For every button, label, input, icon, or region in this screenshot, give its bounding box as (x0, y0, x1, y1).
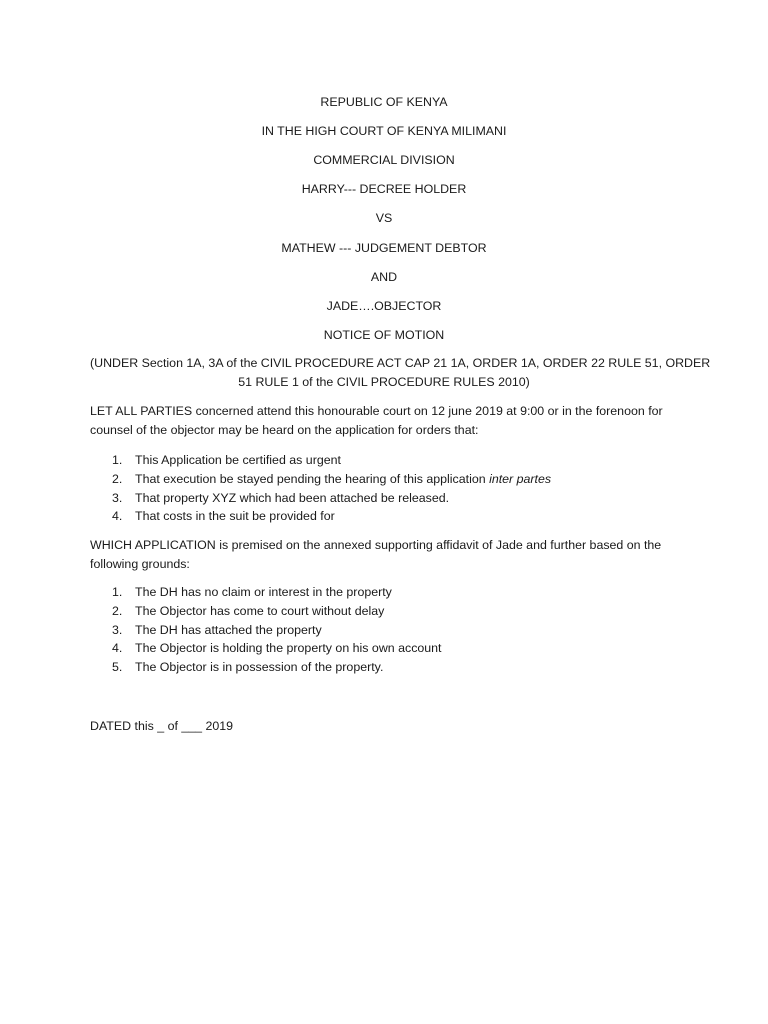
list-text: This Application be certified as urgent (135, 453, 341, 467)
statutory-basis (90, 354, 711, 392)
list-item (90, 470, 680, 489)
list-number: 5. (112, 660, 123, 675)
statutory-basis-line-1: (UNDER Section 1A, 3A of the CIVIL PROCEDURE ACT CAP 21 1A, ORDER 1A, ORDER 22 RULE 51, ORDER (90, 356, 711, 370)
premise-paragraph (90, 536, 680, 574)
decree-holder-line: HARRY--- DECREE HOLDER (301, 182, 467, 196)
list-text: The DH has no claim or interest in the property (135, 585, 392, 599)
list-item (90, 602, 680, 621)
list-text: That property XYZ which had been attached be released. (135, 490, 450, 505)
list-item (90, 583, 680, 602)
list-text: The Objector is holding the property on his own account (135, 641, 442, 656)
intro-paragraph (90, 402, 680, 440)
list-number: 1. (112, 453, 123, 467)
division-heading: COMMERCIAL DIVISION (313, 153, 455, 167)
republic-heading: REPUBLIC OF KENYA (320, 95, 448, 109)
court-heading: IN THE HIGH COURT OF KENYA MILIMANI (261, 124, 507, 138)
intro-line-2: counsel of the objector may be heard on the application for orders that: (90, 423, 479, 437)
list-number: 3. (112, 622, 123, 637)
list-text: The Objector is in possession of the property. (135, 660, 384, 675)
list-text: The DH has attached the property (135, 622, 322, 637)
list-item (90, 507, 680, 526)
statutory-basis-line-2: 51 RULE 1 of the CIVIL PROCEDURE RULES 2010) (238, 375, 530, 389)
italic-term: inter partes (489, 471, 552, 486)
versus-line: VS (375, 211, 393, 225)
list-text: The Objector has come to court without delay (135, 603, 385, 618)
list-number: 1. (112, 585, 123, 599)
judgement-debtor-line: MATHEW --- JUDGEMENT DEBTOR (281, 241, 487, 255)
objector-line: JADE….OBJECTOR (326, 299, 442, 313)
list-number: 3. (112, 490, 123, 505)
intro-line-1: LET ALL PARTIES concerned attend this honourable court on 12 june 2019 at 9:00 or in the forenoon for (90, 404, 663, 418)
document-title: NOTICE OF MOTION (323, 328, 445, 342)
list-number: 4. (112, 641, 123, 656)
dated-line: DATED this _ of ___ 2019 (90, 719, 234, 733)
list-number: 2. (112, 471, 123, 486)
list-item (90, 451, 680, 470)
list-item (90, 489, 680, 508)
list-text: That execution be stayed pending the hearing of this application inter partes (135, 471, 552, 486)
grounds-list (90, 583, 680, 677)
orders-list (90, 451, 680, 526)
and-line: AND (370, 270, 398, 284)
list-item (90, 621, 680, 640)
list-item (90, 658, 680, 677)
list-number: 4. (112, 509, 123, 524)
list-text: That costs in the suit be provided for (135, 509, 335, 524)
premise-line-1: WHICH APPLICATION is premised on the annexed supporting affidavit of Jade and further based on the (90, 538, 662, 552)
list-item (90, 639, 680, 658)
premise-line-2: following grounds: (90, 557, 190, 571)
list-number: 2. (112, 603, 123, 618)
